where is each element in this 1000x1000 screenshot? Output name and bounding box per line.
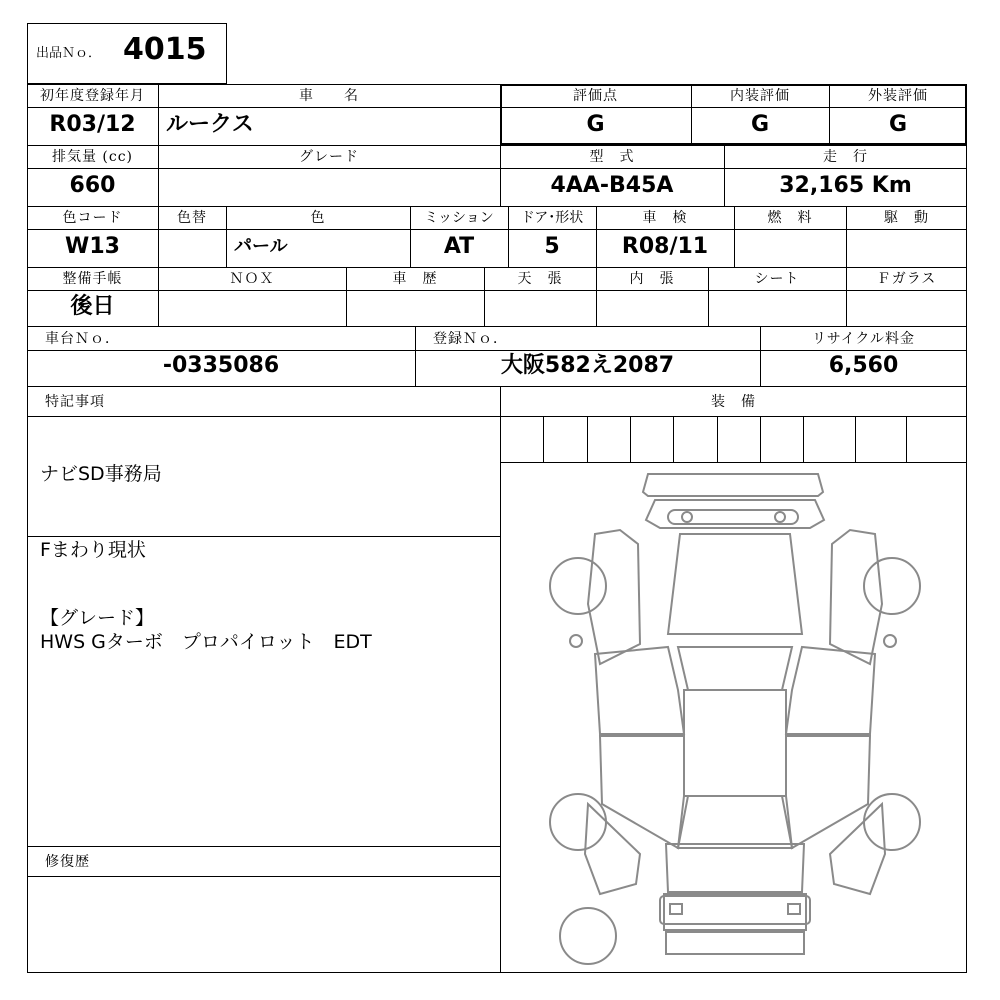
front-right-wheel-shape — [864, 558, 920, 614]
roof-shape — [684, 690, 786, 796]
left-mirror-shape — [570, 635, 582, 647]
windshield-shape — [678, 647, 792, 690]
rear-right-lamp-shape — [788, 904, 800, 914]
note-line-4: HWS Gターボ プロパイロット EDT — [40, 631, 372, 653]
front-right-lamp-shape — [775, 512, 785, 522]
mission-value: AT — [443, 234, 475, 259]
inner-label: 内 張 — [629, 271, 675, 287]
rear-left-wheel-shape — [550, 794, 606, 850]
car-diagram — [540, 464, 930, 969]
drive-label: 駆 動 — [884, 210, 929, 226]
fuel-label: 燃 料 — [767, 210, 813, 226]
history-label: 車 歴 — [392, 271, 438, 287]
nox-label: ＮＯＸ — [229, 271, 275, 287]
exterior-label: 外装評価 — [868, 88, 928, 104]
front-left-lamp-shape — [682, 512, 692, 522]
score-label: 評価点 — [573, 88, 618, 104]
lot-number: 4015 — [123, 32, 207, 67]
rear-right-door-shape — [786, 736, 870, 848]
front-right-fender-shape — [830, 530, 882, 664]
model-value: 4AA-B45A — [550, 173, 674, 198]
chassis-label: 車台Ｎｏ． — [45, 331, 120, 347]
repair-label: 修復歴 — [45, 854, 90, 870]
displacement-label: 排気量 (cc) — [51, 149, 134, 165]
color-change-label: 色替 — [177, 210, 207, 226]
color-value: パール — [234, 236, 288, 257]
front-left-wheel-shape — [550, 558, 606, 614]
door-value: 5 — [544, 234, 560, 259]
trunk-shape — [666, 844, 804, 892]
seat-label: シート — [754, 271, 800, 287]
inspection-value: R08/11 — [621, 234, 709, 259]
rear-right-fender-shape — [830, 804, 885, 894]
exterior-value: G — [888, 112, 908, 137]
reg-no-value: 大阪582え2087 — [500, 353, 675, 378]
lot-box — [27, 23, 227, 84]
color-code-value: W13 — [65, 234, 120, 259]
first-reg-value: R03/12 — [49, 112, 136, 137]
mileage-value: 32,165 Km — [779, 173, 912, 198]
equipment-label: 装 備 — [711, 394, 756, 410]
rear-lower-shape — [666, 932, 804, 954]
car-name-label: 車 名 — [299, 88, 359, 104]
model-label: 型 式 — [589, 149, 635, 165]
note-line-1: ナビSD事務局 — [40, 463, 162, 485]
interior-value: G — [750, 112, 770, 137]
right-mirror-shape — [884, 635, 896, 647]
color-label: 色 — [310, 210, 326, 226]
car-name-value: ルークス — [166, 112, 254, 137]
color-code-label: 色コード — [62, 210, 123, 226]
rear-left-door-shape — [600, 736, 684, 848]
note-line-2: Fまわり現状 — [40, 539, 146, 561]
rear-right-wheel-shape — [864, 794, 920, 850]
mileage-label: 走 行 — [823, 149, 868, 165]
rear-left-lamp-shape — [670, 904, 682, 914]
grade-label: グレード — [299, 149, 359, 165]
front-bumper-shape — [643, 474, 823, 496]
chassis-value: -0335086 — [162, 353, 280, 378]
reg-no-label: 登録Ｎｏ． — [433, 331, 508, 347]
door-label: ドア･形状 — [520, 210, 584, 226]
recycle-value: 6,560 — [828, 353, 899, 378]
rear-left-fender-shape — [585, 804, 640, 894]
recycle-label: リサイクル料金 — [811, 331, 916, 347]
spare-tire-shape — [560, 908, 616, 964]
fglass-label: Ｆガラス — [876, 271, 937, 287]
displacement-value: 660 — [69, 173, 116, 198]
interior-label: 内装評価 — [730, 88, 790, 104]
rear-window-shape — [678, 796, 792, 848]
inspection-label: 車 検 — [642, 210, 688, 226]
hood-shape — [668, 534, 802, 634]
score-value: G — [586, 112, 605, 137]
maintenance-label: 整備手帳 — [62, 271, 123, 287]
first-reg-label: 初年度登録年月 — [40, 88, 145, 104]
notes-label: 特記事項 — [45, 394, 105, 410]
maintenance-value: 後日 — [70, 294, 115, 319]
mission-label: ミッション — [424, 210, 494, 226]
roof-label: 天 張 — [517, 271, 563, 287]
front-left-fender-shape — [588, 530, 640, 664]
note-line-3: 【グレード】 — [40, 607, 155, 629]
lot-label: 出品Ｎｏ． — [36, 46, 102, 61]
